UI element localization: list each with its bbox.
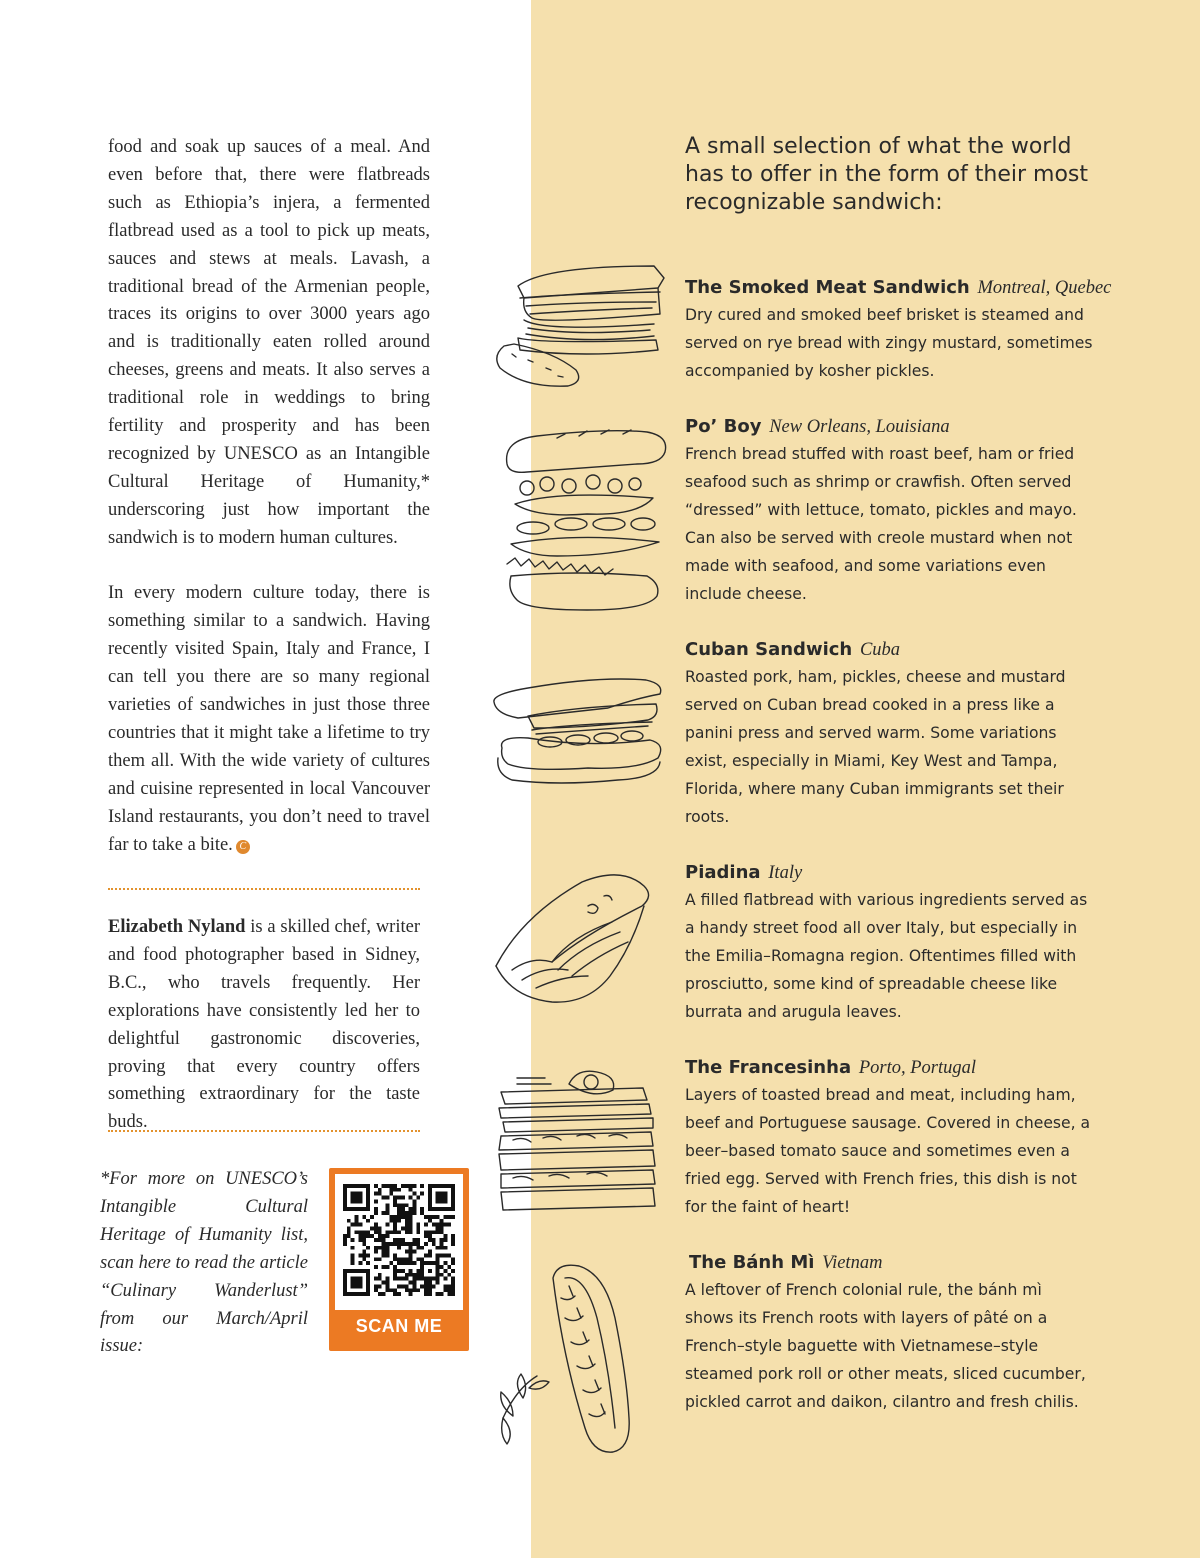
qr-code-icon[interactable]	[335, 1174, 463, 1310]
sandwich-place: Montreal, Quebec	[977, 278, 1112, 298]
end-mark-icon: C	[236, 840, 250, 854]
sandwich-description: Roasted pork, ham, pickles, cheese and mustard served on Cuban bread cooked in a press like a panini press and served warm. Some variations exist, especially in Miami, Key West and Tampa, Florida, where many Cuban immigrants set their roots.	[685, 668, 1066, 826]
piadina-icon	[492, 866, 662, 1006]
sandwich-place: New Orleans, Louisiana	[769, 417, 950, 437]
smoked-meat-sandwich-icon	[484, 258, 674, 393]
po-boy-icon	[497, 424, 672, 619]
sandwich-title: The Francesinha	[685, 1057, 852, 1078]
sandwich-entry	[685, 1249, 1095, 1417]
sandwich-entry	[685, 859, 1095, 1027]
sandwich-place: Porto, Portugal	[858, 1058, 976, 1078]
sidebar-intro: A small selection of what the world has to offer in the form of their most recognizable sandwich:	[685, 134, 1089, 215]
qr-card[interactable]	[329, 1168, 469, 1351]
article-paragraph	[108, 580, 430, 859]
divider	[108, 1130, 420, 1132]
sandwich-title: The Smoked Meat Sandwich	[685, 277, 970, 298]
sandwich-description: French bread stuffed with roast beef, ham or fried seafood such as shrimp or crawfish. Often served “dressed” with lettuce, tomato, pickles and mayo. Can also be served with creole mustard when not made with seafood, and some variations even include cheese.	[685, 445, 1077, 603]
divider	[108, 888, 420, 890]
banh-mi-icon	[493, 1258, 643, 1458]
francesinha-icon	[493, 1066, 663, 1216]
sandwich-title: Po’ Boy	[685, 416, 762, 437]
author-bio	[108, 914, 420, 1137]
author-name: Elizabeth Nyland	[108, 917, 246, 937]
article-paragraph: food and soak up sauces of a meal. And even before that, there were flatbreads such as Ethiopia’s injera, a fermented flatbread used as a tool to pick up meats, sauces and stews at meals. Lavash, a traditional bread of the Armenian people, traces its origins to over 3000 years ago and is traditionally eaten rolled around cheeses, greens and meats. It also serves a traditional role in weddings to bring fertility and prosperity and has been recognized by UNESCO as an Intangible Cultural Heritage of Humanity,* underscoring just how important the sandwich is to modern human cultures.	[108, 137, 430, 548]
sandwich-title: The Bánh Mì	[689, 1252, 815, 1273]
sandwich-description: Layers of toasted bread and meat, including ham, beef and Portuguese sausage. Covered in cheese, a beer–based tomato sauce and sometimes even a fried egg. Served with French fries, this dish is not for the faint of heart!	[685, 1086, 1091, 1216]
sandwich-description: A leftover of French colonial rule, the bánh mì shows its French roots with layers of pâté on a French–style baguette with Vietnamese–style steamed pork roll or other meats, sliced cucumber, pickled carrot and daikon, cilantro and fresh chilis.	[685, 1281, 1086, 1411]
sandwich-entry	[685, 274, 1112, 386]
sandwich-description: Dry cured and smoked beef brisket is steamed and served on rye bread with zingy mustard, sometimes accompanied by kosher pickles.	[685, 306, 1093, 380]
sandwich-title: Cuban Sandwich	[685, 639, 853, 660]
sandwich-description: A filled flatbread with various ingredients served as a handy street food all over Italy, but especially in the Emilia–Romagna region. Oftentimes filled with prosciutto, some kind of spreadable cheese like burrata and arugula leaves.	[685, 891, 1088, 1021]
sandwich-entry	[685, 1054, 1095, 1222]
sandwich-place: Italy	[768, 863, 803, 883]
footnote: *For more on UNESCO’s Intangible Cultural Heritage of Humanity list, scan here to read the article “Culinary Wanderlust” from our March/April issue:	[100, 1169, 308, 1357]
article-paragraph-text: In every modern culture today, there is something similar to a sandwich. Having recently visited Spain, Italy and France, I can tell you there are so many regional varieties of sandwiches in just those three countries that it might take a lifetime to try them all. With the wide variety of cultures and cuisine represented in local Vancouver Island restaurants, you don’t need to travel far to take a bite.	[108, 583, 430, 855]
cuban-sandwich-icon	[488, 668, 668, 793]
sandwich-place: Cuba	[859, 640, 901, 660]
sandwich-place: Vietnam	[822, 1253, 883, 1273]
author-bio-text: is a skilled chef, writer and food photographer based in Sidney, B.C., who travels frequently. Her explorations have consistently led her to delightful gastronomic discoveries, proving that every country offers something extraordinary for the taste buds.	[108, 917, 420, 1133]
scan-me-label[interactable]: SCAN ME	[355, 1316, 443, 1336]
sandwich-entry	[685, 413, 1095, 608]
sandwich-title: Piadina	[685, 862, 761, 883]
sandwich-entry	[685, 636, 1095, 831]
article-body	[108, 134, 430, 860]
